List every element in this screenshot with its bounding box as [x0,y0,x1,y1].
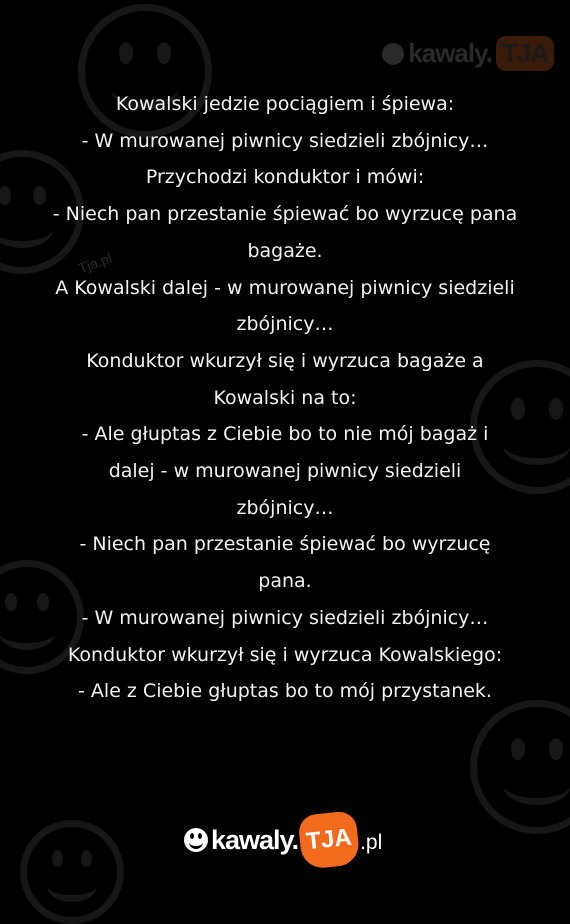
watermark-logo [382,36,554,71]
joke-line: dalej - w murowanej piwnicy siedzieli [108,460,462,483]
logo-word: kawaly. [211,824,299,855]
smiley-icon [184,828,208,852]
joke-line: zbójnicy… [236,496,334,519]
joke-line: - W murowanej piwnicy siedzieli zbójnicy… [81,606,489,629]
watermark-tja: TJA [496,36,554,71]
joke-line: Konduktor wkurzył się i wyrzuca Kowalskiego: [67,643,503,666]
joke-line: - W murowanej piwnicy siedzieli zbójnicy… [81,129,489,152]
joke-line: - Niech pan przestanie śpiewać bo wyrzucę [79,533,491,556]
joke-line: - Ale głuptas z Ciebie bo to nie mój bagaż i [81,423,489,446]
joke-line: pana. [258,570,312,593]
joke-line: Przychodzi konduktor i mówi: [145,166,425,189]
joke-line: Kowalski na to: [213,386,357,409]
watermark-text: Tja.pl [76,249,114,277]
site-logo[interactable] [184,810,382,870]
joke-text [0,86,570,710]
joke-line: bagaże. [247,239,323,262]
joke-line: - Niech pan przestanie śpiewać bo wyrzucę pana [52,203,518,226]
logo-domain: .pl [360,831,383,854]
joke-line: A Kowalski dalej - w murowanej piwnicy siedzieli [55,276,515,299]
joke-line: Kowalski jedzie pociągiem i śpiewa: [115,93,455,115]
watermark-word: kawaly. [408,38,492,68]
background-smiley-icon [20,820,124,924]
logo-tja-badge: TJA [297,810,360,870]
background-smiley-icon [470,700,570,834]
joke-line: - Ale z Ciebie głuptas bo to mój przystanek. [78,680,492,703]
smiley-icon [382,43,404,65]
joke-line: zbójnicy… [236,313,334,336]
joke-line: Konduktor wkurzył się i wyrzuca bagaże a [86,349,484,372]
